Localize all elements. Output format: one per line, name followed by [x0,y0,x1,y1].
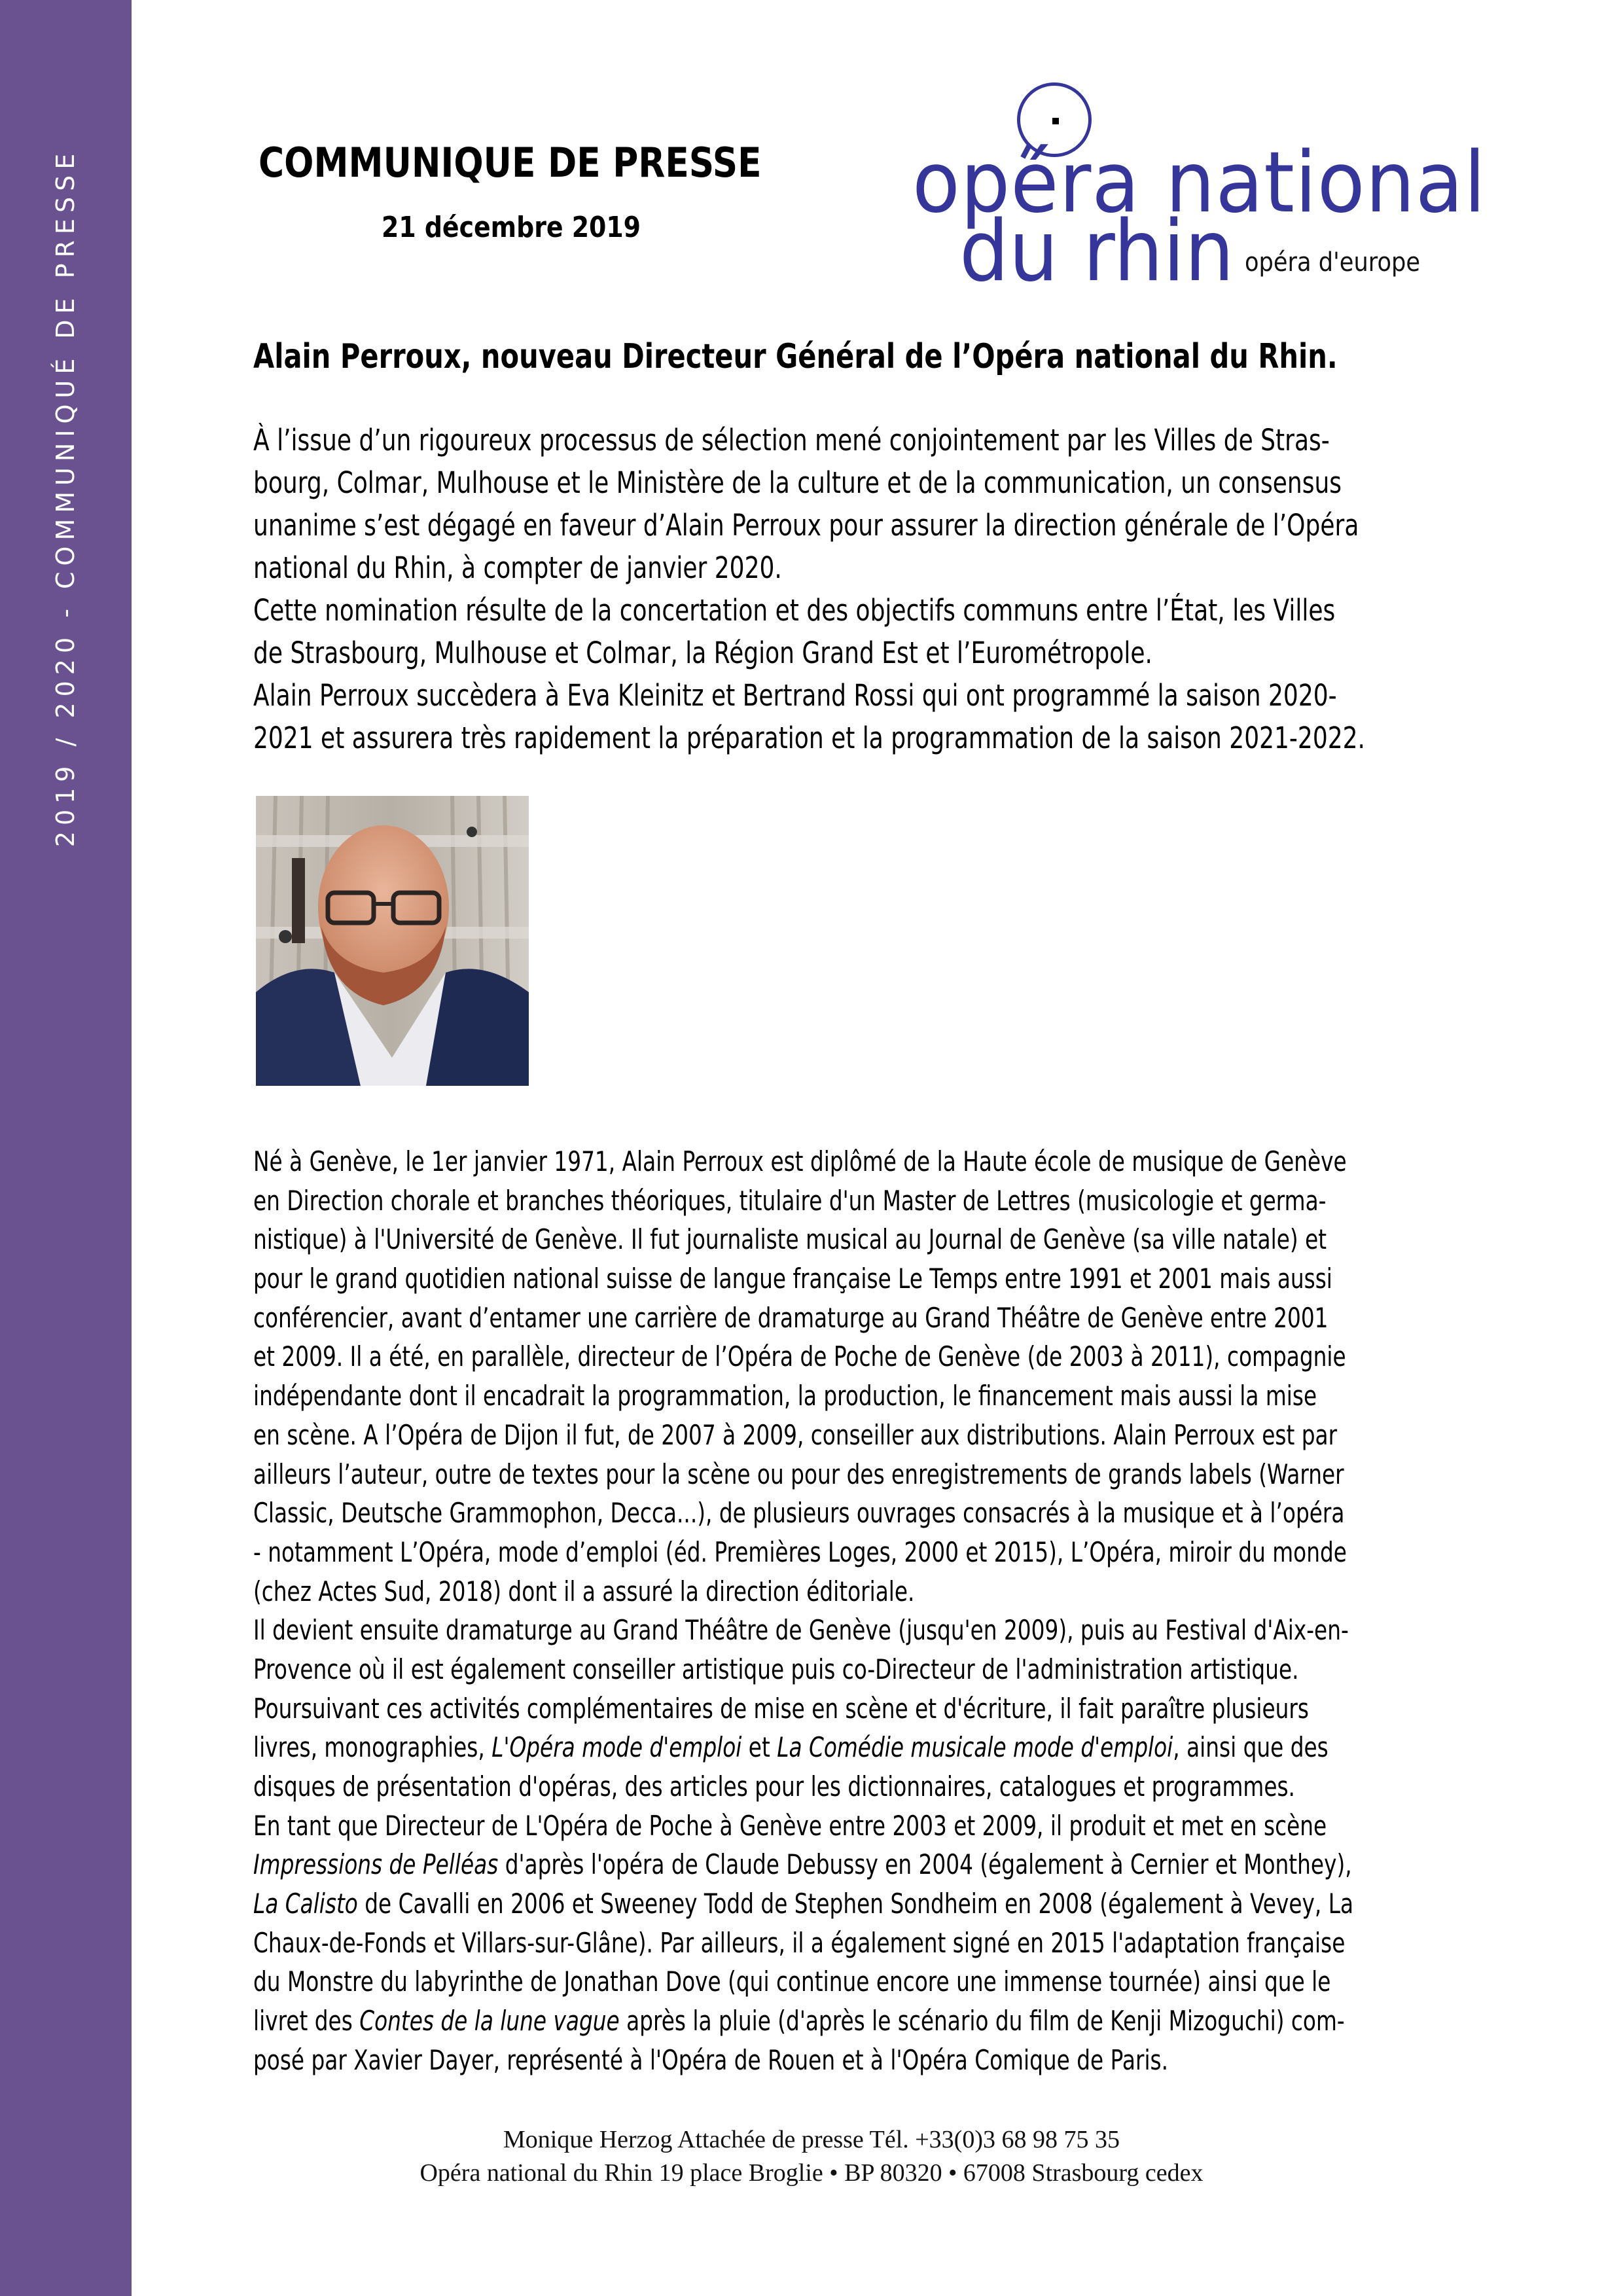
bio-line: pour le grand quotidien national suisse de langue française Le Temps entre 1991 et 2001 mais aussi [253,1263,1332,1295]
bio-text: d'après l'opéra de Claude Debussy en 2004 (également à Cernier et Monthey), [498,1848,1352,1881]
intro-paragraph [253,419,1623,759]
intro-line: national du Rhin, à compter de janvier 2020. [253,550,782,585]
book-title: La Comédie musicale mode d'emploi [777,1731,1173,1764]
intro-line: À l’issue d’un rigoureux processus de sélection mené conjointement par les Villes de Stras- [253,423,1330,457]
portrait-image [256,796,529,1086]
bio-text: et [741,1731,777,1764]
headline: Alain Perroux, nouveau Directeur Général de l’Opéra national du Rhin. [253,337,1338,376]
bio-line: Provence où il est également conseiller artistique puis co-Directeur de l'administration artistique. [253,1653,1299,1685]
work-title: Contes de la lune vague [359,2005,620,2037]
bio-line: nistique) à l'Université de Genève. Il fut journaliste musical au Journal de Genève (sa ville natale) et [253,1223,1327,1256]
bio-line [253,1845,1353,1884]
bio-text: de Cavalli en 2006 et Sweeney Todd de Stephen Sondheim en 2008 (également à Vevey, La [357,1888,1354,1920]
bio-line: Chaux-de-Fonds et Villars-sur-Glâne). Par ailleurs, il a également signé en 2015 l'adaptation française [253,1926,1346,1959]
logo-text-line1: opéra national [912,134,1486,232]
work-title: La Calisto [253,1888,358,1920]
bio-line: (chez Actes Sud, 2018) dont il a assuré la direction éditoriale. [253,1575,915,1607]
intro-line: Alain Perroux succèdera à Eva Kleinitz et Bertrand Rossi qui ont programmé la saison 2020- [253,678,1337,713]
book-title: L'Opéra mode d'emploi [491,1731,742,1764]
footer-address: Opéra national du Rhin 19 place Broglie • BP 80320 • 67008 Strasbourg cedex [419,2159,1204,2187]
intro-line: Cette nomination résulte de la concertation et des objectifs communs entre l’État, les Villes [253,593,1336,628]
press-release-title: COMMUNIQUE DE PRESSE [259,139,762,187]
logo-subtitle: opéra d'europe [1245,247,1420,278]
bio-line: posé par Xavier Dayer, représenté à l'Opéra de Rouen et à l'Opéra Comique de Paris. [253,2043,1169,2076]
bio-text: après la pluie (d'après le scénario du film de Kenji Mizoguchi) com- [619,2005,1345,2037]
bio-line: du Monstre du labyrinthe de Jonathan Dove (qui continue encore une immense tournée) ainsi que le [253,1965,1331,1998]
bio-line: Classic, Deutsche Grammophon, Decca...), de plusieurs ouvrages consacrés à la musique et à l’opéra [253,1497,1345,1530]
work-title: Impressions de Pelléas [253,1848,499,1881]
press-release-date: 21 décembre 2019 [382,211,641,244]
bio-line: Poursuivant ces activités complémentaires de mise en scène et d'écriture, il fait paraître plusieurs [253,1692,1309,1725]
bio-line: ailleurs l’auteur, outre de textes pour la scène ou pour des enregistrements de grands labels (Warner [253,1458,1344,1490]
logo-text-line2: du rhin [959,203,1234,300]
bio-line: En tant que Directeur de L'Opéra de Poche à Genève entre 2003 et 2009, il produit et met en scène [253,1809,1327,1842]
biography-paragraph [253,1142,1623,2080]
bio-line [253,1728,1353,1767]
bio-line [253,1884,1353,1924]
bio-line: - notamment L’Opéra, mode d’emploi (éd. Premières Loges, 2000 et 2015), L’Opéra, miroir du monde [253,1535,1347,1568]
sidebar-label: 2019 / 2020 - COMMUNIQUÉ DE PRESSE [51,147,80,848]
intro-line: unanime s’est dégagé en faveur d’Alain Perroux pour assurer la direction générale de l’Opéra [253,508,1359,543]
bio-line: en Direction chorale et branches théoriques, titulaire d'un Master de Lettres (musicologie et germa- [253,1184,1327,1217]
bio-text: , ainsi que des [1173,1731,1329,1764]
portrait-photo [256,796,529,1086]
bio-line: Il devient ensuite dramaturge au Grand Théâtre de Genève (jusqu'en 2009), puis au Festival d'Aix-en- [253,1614,1349,1647]
bio-line: Né à Genève, le 1er janvier 1971, Alain Perroux est diplômé de la Haute école de musique de Genève [253,1145,1347,1177]
opera-logo [903,79,1505,300]
intro-line: 2021 et assurera très rapidement la préparation et la programmation de la saison 2021-2022. [253,721,1365,755]
bio-line: conférencier, avant d’entamer une carrière de dramaturge au Grand Théâtre de Genève entre 2001 [253,1301,1329,1334]
footer-contact: Monique Herzog Attachée de presse Tél. +33(0)3 68 98 75 35 [503,2126,1120,2153]
bio-line: indépendante dont il encadrait la programmation, la production, le financement mais aussi la mise [253,1380,1317,1412]
bio-text: livret des [253,2005,360,2037]
bio-line [253,2001,1353,2041]
intro-line: bourg, Colmar, Mulhouse et le Ministère de la culture et de la communication, un consensus [253,465,1342,500]
bio-line: et 2009. Il a été, en parallèle, directeur de l’Opéra de Poche de Genève (de 2003 à 2011), compagnie [253,1340,1346,1373]
bio-text: livres, monographies, [253,1731,492,1764]
bio-line: en scène. A l’Opéra de Dijon il fut, de 2007 à 2009, conseiller aux distributions. Alain Perroux est par [253,1418,1338,1451]
logo-dot-icon [1052,118,1059,124]
bio-line: disques de présentation d'opéras, des articles pour les dictionnaires, catalogues et programmes. [253,1770,1295,1803]
sidebar-band [0,0,132,2296]
intro-line: de Strasbourg, Mulhouse et Colmar, la Région Grand Est et l’Eurométropole. [253,636,1152,670]
